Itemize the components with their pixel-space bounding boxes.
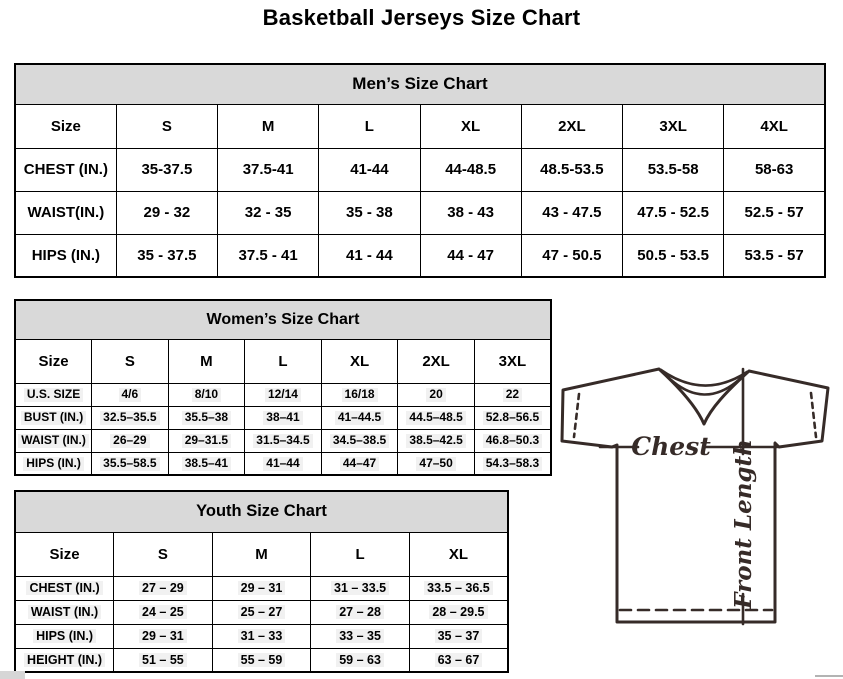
table-cell: 35 - 38 [319,191,420,234]
column-header: 3XL [623,104,724,148]
mens-size-table [14,63,826,278]
youth-size-header-row [15,532,508,576]
page-title: Basketball Jerseys Size Chart [262,5,581,30]
mens-table-title-row [15,64,825,104]
table-cell: 27 – 28 [311,600,410,624]
column-header: Size [15,532,114,576]
table-cell: 52.5 - 57 [724,191,825,234]
table-cell: 63 – 67 [409,648,508,672]
column-header: 2XL [398,339,475,383]
mens-table-body [15,148,825,277]
table-cell: 27 – 29 [114,576,213,600]
table-cell: 29 – 31 [212,576,311,600]
youth-table-title-row [15,491,508,532]
column-header: L [311,532,410,576]
column-header: S [92,339,169,383]
table-cell: 44.5–48.5 [398,406,475,429]
table-cell: 28 – 29.5 [409,600,508,624]
table-cell: 50.5 - 53.5 [623,234,724,277]
row-label: HEIGHT (IN.) [15,648,114,672]
table-cell: 38–41 [245,406,322,429]
table-cell: 58-63 [724,148,825,191]
youth-table-title: Youth Size Chart [15,491,508,532]
jersey-outline [562,369,828,622]
table-row [15,600,508,624]
column-header: M [168,339,245,383]
column-header: M [212,532,311,576]
column-header: S [114,532,213,576]
table-cell: 35 - 37.5 [116,234,217,277]
column-header: XL [321,339,398,383]
table-cell: 51 – 55 [114,648,213,672]
table-cell: 29–31.5 [168,429,245,452]
table-cell: 38.5–42.5 [398,429,475,452]
table-cell: 53.5-58 [623,148,724,191]
table-cell: 37.5-41 [218,148,319,191]
table-cell: 35 – 37 [409,624,508,648]
table-cell: 41-44 [319,148,420,191]
front-length-label: Front Length [730,439,757,609]
row-label: HIPS (IN.) [15,624,114,648]
row-label: U.S. SIZE [15,383,92,406]
table-row [15,429,551,452]
table-row [15,648,508,672]
womens-table-title: Women’s Size Chart [15,300,551,339]
table-cell: 24 – 25 [114,600,213,624]
table-cell: 35.5–38 [168,406,245,429]
womens-table-body [15,383,551,475]
column-header: L [245,339,322,383]
table-cell: 12/14 [245,383,322,406]
table-cell: 53.5 - 57 [724,234,825,277]
table-row [15,452,551,475]
youth-size-table [14,490,509,673]
column-header: XL [420,104,521,148]
womens-table-title-row [15,300,551,339]
table-cell: 47 - 50.5 [521,234,622,277]
table-cell: 31 – 33 [212,624,311,648]
row-label: CHEST (IN.) [15,148,116,191]
table-cell: 33 – 35 [311,624,410,648]
row-label: CHEST (IN.) [15,576,114,600]
table-cell: 34.5–38.5 [321,429,398,452]
table-cell: 35.5–58.5 [92,452,169,475]
table-cell: 41 - 44 [319,234,420,277]
row-label: HIPS (IN.) [15,234,116,277]
column-header: XL [409,532,508,576]
left-sleeve-stitch-line [574,394,579,437]
mens-size-header-row [15,104,825,148]
table-cell: 31 – 33.5 [311,576,410,600]
column-header: Size [15,339,92,383]
column-header: L [319,104,420,148]
table-cell: 44–47 [321,452,398,475]
table-cell: 47–50 [398,452,475,475]
table-row [15,576,508,600]
table-cell: 20 [398,383,475,406]
table-cell: 31.5–34.5 [245,429,322,452]
table-cell: 46.8–50.3 [474,429,551,452]
table-cell: 33.5 – 36.5 [409,576,508,600]
table-cell: 41–44 [245,452,322,475]
table-row [15,406,551,429]
collar-ribbing-arc-lower [661,370,747,395]
table-row [15,234,825,277]
mens-table-title: Men’s Size Chart [15,64,825,104]
row-label: WAIST (IN.) [15,600,114,624]
table-cell: 37.5 - 41 [218,234,319,277]
column-header: M [218,104,319,148]
table-cell: 44 - 47 [420,234,521,277]
table-cell: 29 – 31 [114,624,213,648]
cropped-element-fragment-bottom-left [0,671,25,679]
jersey-measurement-diagram [554,354,838,646]
table-cell: 8/10 [168,383,245,406]
table-cell: 47.5 - 52.5 [623,191,724,234]
column-header: 2XL [521,104,622,148]
table-cell: 55 – 59 [212,648,311,672]
table-cell: 16/18 [321,383,398,406]
row-label: WAIST (IN.) [15,429,92,452]
row-label: BUST (IN.) [15,406,92,429]
womens-size-table [14,299,552,476]
column-header: Size [15,104,116,148]
table-cell: 38.5–41 [168,452,245,475]
column-header: 4XL [724,104,825,148]
table-cell: 44-48.5 [420,148,521,191]
right-sleeve-stitch-line [811,393,816,437]
table-cell: 22 [474,383,551,406]
table-cell: 4/6 [92,383,169,406]
youth-table-body [15,576,508,672]
table-cell: 38 - 43 [420,191,521,234]
row-label: HIPS (IN.) [15,452,92,475]
table-cell: 29 - 32 [116,191,217,234]
table-cell: 54.3–58.3 [474,452,551,475]
table-row [15,148,825,191]
table-cell: 59 – 63 [311,648,410,672]
table-row [15,383,551,406]
column-header: S [116,104,217,148]
table-cell: 43 - 47.5 [521,191,622,234]
table-cell: 32 - 35 [218,191,319,234]
table-row [15,191,825,234]
table-cell: 32.5–35.5 [92,406,169,429]
table-cell: 25 – 27 [212,600,311,624]
table-cell: 35-37.5 [116,148,217,191]
table-cell: 41–44.5 [321,406,398,429]
chest-label: Chest [631,432,711,461]
table-row [15,624,508,648]
table-cell: 26–29 [92,429,169,452]
table-cell: 52.8–56.5 [474,406,551,429]
table-cell: 48.5-53.5 [521,148,622,191]
cropped-element-fragment-bottom-right [815,675,843,677]
column-header: 3XL [474,339,551,383]
womens-size-header-row [15,339,551,383]
row-label: WAIST(IN.) [15,191,116,234]
